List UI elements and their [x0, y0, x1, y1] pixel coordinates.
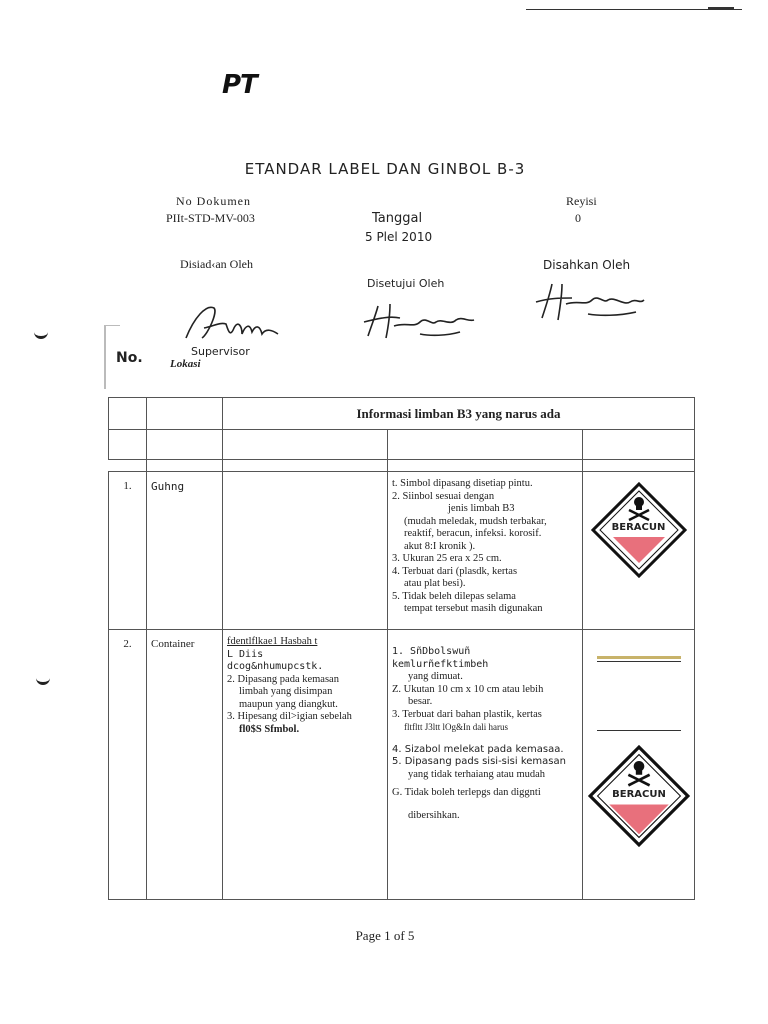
- form-box-edge: [106, 325, 120, 326]
- req-line: tempat tersebut masih digunakan: [404, 603, 543, 614]
- top-rule-mark: [708, 7, 734, 9]
- punch-mark: [36, 676, 50, 685]
- signature-approved: [360, 296, 480, 351]
- mid-line: L Diis: [227, 648, 264, 660]
- spacer-cell: [388, 460, 583, 472]
- label-strip: [597, 730, 681, 731]
- mid-line: fl0$S Sfmbol.: [239, 723, 300, 735]
- row-number: 2.: [109, 630, 147, 900]
- req-line: 1. SñDbolswuñ: [392, 646, 471, 657]
- req-line: G. Tidak boleh terlepgs dan diggnti: [392, 787, 541, 798]
- row-requirements: [388, 630, 583, 900]
- table-row: [109, 630, 695, 900]
- toxic-hazard-label: [591, 482, 687, 578]
- header-cell: [109, 430, 147, 460]
- spacer-cell: [147, 460, 223, 472]
- row-mid-cell: [223, 472, 388, 630]
- authorized-by-label: Disahkan Oleh: [543, 258, 631, 272]
- mid-line: 3. Hipesang dil>igian sebelah: [227, 711, 352, 722]
- signature-authorized: [532, 276, 647, 331]
- spacer-cell: [583, 460, 695, 472]
- req-line: kemlurñefktimbeh: [392, 658, 489, 670]
- no-dokumen-value: PIIt-STD-MV-003: [166, 211, 255, 225]
- req-line: 4. Sizabol melekat pada kemasaa.: [392, 743, 564, 755]
- supervisor-role: Supervisor: [191, 345, 250, 358]
- company-logo: PT: [222, 70, 257, 100]
- row-requirements: [388, 472, 583, 630]
- info-header: Informasi limban B3 yang narus ada: [223, 398, 695, 430]
- req-line: fltfltt J3ltt lOg&In dali harus: [404, 722, 508, 732]
- req-line: 5. Dipasang pads sisi-sisi kemasan: [392, 756, 566, 767]
- form-box-edge: [104, 325, 106, 389]
- header-cell: [147, 398, 223, 430]
- row-location: Guhng: [147, 472, 223, 630]
- header-cell: [109, 398, 147, 430]
- revisi-label: Reyisi: [566, 194, 597, 208]
- approved-by-label: Disetujui Oleh: [367, 277, 445, 290]
- header-cell: [388, 430, 583, 460]
- row-mid-cell: [223, 630, 388, 900]
- document-title: ETANDAR LABEL DAN GINBOL B-3: [244, 160, 526, 178]
- table-row: [109, 472, 695, 630]
- hazard-label-text: BERACUN: [612, 789, 666, 800]
- hazard-symbol-cell: [583, 630, 695, 900]
- spacer-cell: [223, 460, 388, 472]
- label-strip: [597, 656, 681, 659]
- label-strip: [597, 661, 681, 662]
- req-line: 3. Terbuat dari bahan plastik, kertas: [392, 708, 542, 720]
- req-line: reaktif, beracun, infeksi. korosif.: [404, 528, 542, 539]
- toxic-hazard-label: [588, 745, 690, 847]
- lokasi-label: Lokasi: [170, 358, 201, 370]
- tanggal-value: 5 Plel 2010: [365, 230, 433, 244]
- req-line: Z. Ukutan 10 cm x 10 cm atau lebih: [392, 683, 544, 695]
- req-line: besar.: [408, 696, 433, 707]
- row-location: Container: [147, 630, 223, 900]
- mid-line: fdentlflkae1 Hasbah t: [227, 636, 318, 647]
- no-dokumen-label: No Dokumen: [176, 194, 251, 208]
- req-line: jenis limbah B3: [448, 503, 515, 514]
- hazard-label-text: BERACUN: [611, 522, 666, 533]
- punch-mark: [34, 330, 48, 339]
- req-line: 3. Ukuran 25 era x 25 cm.: [392, 553, 502, 564]
- hazard-symbol-cell: [583, 472, 695, 630]
- req-line: akut 8:I kronik ).: [404, 540, 476, 552]
- waste-label-table: [108, 397, 695, 900]
- top-rule: [526, 9, 742, 10]
- mid-line: maupun yang diangkut.: [239, 698, 338, 710]
- req-line: 5. Tidak beleh dilepas selama: [392, 590, 516, 602]
- mid-line: 2. Dipasang pada kemasan: [227, 673, 339, 685]
- no-label: No.: [116, 350, 143, 366]
- tanggal-label: Tanggal: [372, 211, 423, 226]
- req-line: dibersihkan.: [408, 809, 460, 821]
- header-cell: [147, 430, 223, 460]
- page-number: Page 1 of 5: [355, 928, 415, 943]
- req-line: t. Simbol dipasang disetiap pintu.: [392, 478, 533, 489]
- req-line: yang dimuat.: [408, 671, 463, 682]
- req-line: atau plat besi).: [404, 578, 466, 589]
- spacer-cell: [109, 460, 147, 472]
- row-number: 1.: [109, 472, 147, 630]
- mid-line: dcog&nhumupcstk.: [227, 661, 324, 672]
- req-line: 2. Siinbol sesuai dengan: [392, 490, 495, 502]
- header-cell: [223, 430, 388, 460]
- header-cell: [583, 430, 695, 460]
- req-line: 4. Terbuat dari (plasdk, kertas: [392, 565, 518, 577]
- revisi-value: 0: [575, 211, 581, 225]
- req-line: (mudah meledak, mudsh terbakar,: [404, 515, 547, 527]
- prepared-by-label: Disiad‹an Oleh: [180, 257, 253, 271]
- mid-line: limbah yang disimpan: [239, 686, 333, 697]
- req-line: yang tidak terhaiang atau mudah: [408, 768, 546, 780]
